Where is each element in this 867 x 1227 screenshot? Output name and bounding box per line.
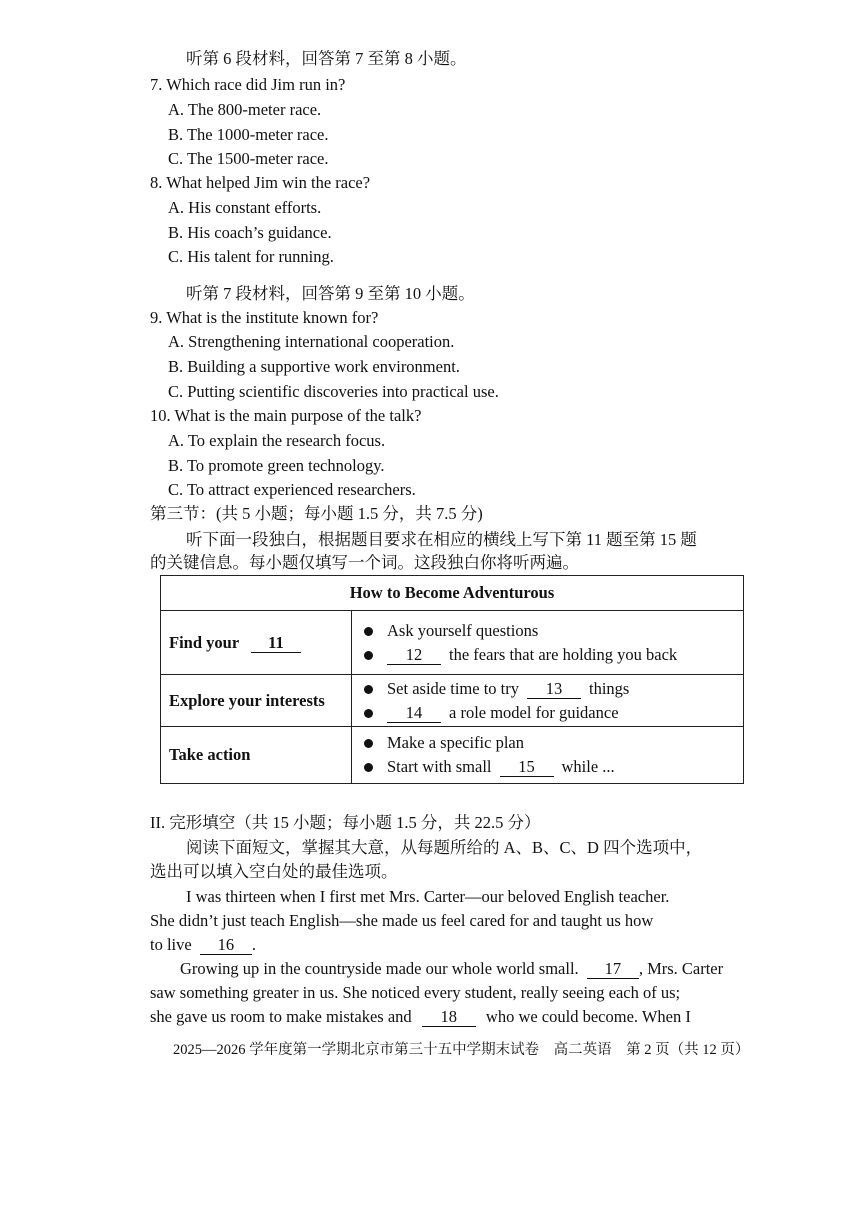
table-row-label: Find your 11: [161, 611, 352, 675]
page-footer: 2025—2026 学年度第一学期北京市第三十五中学期末试卷 高二英语 第 2 页（共 12 页）: [173, 1042, 750, 1058]
list-item: 14 a role model for guidance: [360, 701, 735, 725]
blank-11: 11: [251, 634, 301, 653]
passage-line: She didn’t just teach English—she made us feel cared for and taught us how: [150, 911, 654, 930]
list-item: Start with small 15 while ...: [360, 755, 735, 779]
blank-12: 12: [387, 646, 441, 665]
bullet-icon: [364, 709, 373, 718]
q7-option-c: C. The 1500-meter race.: [168, 149, 329, 168]
section3-instruction-2: 的关键信息。每小题仅填写一个词。这段独白你将听两遍。: [150, 553, 579, 572]
table-row-label: Take action: [161, 727, 352, 784]
passage-line: to live 16 .: [150, 935, 256, 954]
q9-option-b: B. Building a supportive work environment.: [168, 357, 460, 376]
table-row-label: Explore your interests: [161, 675, 352, 727]
blank-13: 13: [527, 680, 581, 699]
question-9: 9. What is the institute known for?: [150, 308, 379, 327]
bullet-icon: [364, 739, 373, 748]
q10-option-a: A. To explain the research focus.: [168, 431, 386, 450]
blank-15: 15: [500, 758, 554, 777]
section3-heading: 第三节：(共 5 小题；每小题 1.5 分，共 7.5 分): [150, 504, 483, 523]
q10-option-b: B. To promote green technology.: [168, 456, 385, 475]
q10-option-c: C. To attract experienced researchers.: [168, 480, 416, 499]
q7-option-b: B. The 1000-meter race.: [168, 125, 329, 144]
section-intro-6: 听第 6 段材料，回答第 7 至第 8 小题。: [186, 49, 467, 68]
list-item: Ask yourself questions: [360, 619, 735, 643]
table-row-notes: [352, 611, 744, 675]
question-10: 10. What is the main purpose of the talk?: [150, 406, 422, 425]
list-item: Set aside time to try 13 things: [360, 677, 735, 701]
q8-option-b: B. His coach’s guidance.: [168, 223, 332, 242]
list-item: 12 the fears that are holding you back: [360, 643, 735, 667]
blank-14: 14: [387, 704, 441, 723]
part2-instruction-2: 选出可以填入空白处的最佳选项。: [150, 862, 398, 881]
passage-line: Growing up in the countryside made our whole world small. 17 , Mrs. Carter: [180, 959, 724, 978]
bullet-icon: [364, 763, 373, 772]
table-title: How to Become Adventurous: [161, 576, 744, 611]
blank-17: 17: [587, 960, 639, 979]
table-row-notes: [352, 675, 744, 727]
bullet-icon: [364, 685, 373, 694]
q7-option-a: A. The 800-meter race.: [168, 100, 322, 119]
q8-option-a: A. His constant efforts.: [168, 198, 322, 217]
question-7: 7. Which race did Jim run in?: [150, 75, 346, 94]
passage-line: she gave us room to make mistakes and 18 who we could become. When I: [150, 1007, 691, 1026]
part2-heading: II. 完形填空（共 15 小题；每小题 1.5 分，共 22.5 分）: [150, 813, 541, 832]
section3-instruction-1: 听下面一段独白，根据题目要求在相应的横线上写下第 11 题至第 15 题: [186, 530, 697, 549]
list-item: Make a specific plan: [360, 731, 735, 755]
blank-18: 18: [422, 1008, 476, 1027]
question-8: 8. What helped Jim win the race?: [150, 173, 371, 192]
bullet-icon: [364, 651, 373, 660]
blank-16: 16: [200, 936, 252, 955]
q9-option-a: A. Strengthening international cooperation.: [168, 332, 455, 351]
part2-instruction-1: 阅读下面短文，掌握其大意，从每题所给的 A、B、C、D 四个选项中，: [186, 838, 703, 857]
notes-table: [160, 575, 744, 784]
section-intro-7: 听第 7 段材料，回答第 9 至第 10 小题。: [186, 284, 475, 303]
q8-option-c: C. His talent for running.: [168, 247, 334, 266]
q9-option-c: C. Putting scientific discoveries into practical use.: [168, 382, 499, 401]
passage-line: saw something greater in us. She noticed every student, really seeing each of us;: [150, 983, 681, 1002]
passage-line: I was thirteen when I first met Mrs. Carter—our beloved English teacher.: [186, 887, 670, 906]
bullet-icon: [364, 627, 373, 636]
table-row-notes: [352, 727, 744, 784]
